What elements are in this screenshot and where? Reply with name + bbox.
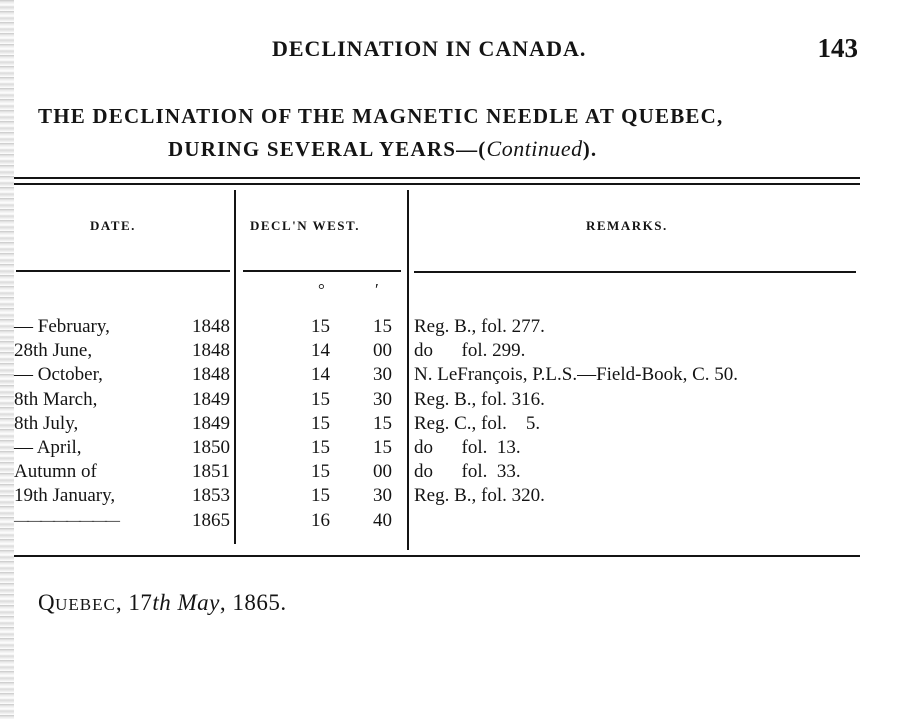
row-5-year: 1849 — [192, 413, 230, 434]
row-5-remarks: Reg. C., fol. 5. — [414, 413, 541, 434]
row-4-year: 1849 — [192, 389, 230, 410]
dateline-sep: , — [115, 590, 129, 615]
column-rule-date — [234, 190, 236, 544]
row-6-min: 15 — [373, 437, 392, 458]
row-5-min: 15 — [373, 413, 392, 434]
row-1-remarks: Reg. B., fol. 277. — [414, 316, 545, 337]
row-1-date: — February, — [14, 316, 110, 337]
dateline-day-suffix: th — [152, 590, 172, 615]
row-4-date: 8th March, — [14, 389, 98, 410]
row-1-year: 1848 — [192, 316, 230, 337]
row-6-remarks: do fol. 13. — [414, 437, 521, 458]
header-declination: DECL'N WEST. — [250, 218, 360, 233]
title-close: ). — [582, 137, 598, 161]
row-7-remarks: do fol. 33. — [414, 461, 521, 482]
scan-edge — [0, 0, 14, 719]
row-3-year: 1848 — [192, 364, 230, 385]
dateline — [38, 590, 287, 616]
row-1-deg: 15 — [311, 316, 330, 337]
degrees-unit: ° — [318, 280, 325, 299]
dateline-month: May — [177, 590, 220, 615]
row-3-min: 30 — [373, 364, 392, 385]
table-title-line-2 — [168, 136, 597, 162]
row-4-remarks: Reg. B., fol. 316. — [414, 389, 545, 410]
row-8-deg: 15 — [311, 485, 330, 506]
row-9-date: ———————— — [14, 513, 118, 529]
row-8-date: 19th January, — [14, 485, 116, 506]
running-head: DECLINATION IN CANADA. — [272, 36, 587, 61]
row-9-year: 1865 — [192, 510, 230, 531]
row-6-date: — April, — [14, 437, 82, 458]
row-6-year: 1850 — [192, 437, 230, 458]
header-underline-remarks — [414, 271, 856, 273]
row-9-min: 40 — [373, 510, 392, 531]
dateline-year: , 1865. — [219, 590, 287, 615]
header-remarks: REMARKS. — [586, 218, 668, 233]
top-rule-1 — [14, 177, 860, 179]
row-8-remarks: Reg. B., fol. 320. — [414, 485, 545, 506]
row-2-remarks: do fol. 299. — [414, 340, 526, 361]
row-3-date: — October, — [14, 364, 103, 385]
row-6-deg: 15 — [311, 437, 330, 458]
row-1-min: 15 — [373, 316, 392, 337]
title-continued: Continued — [486, 136, 583, 161]
dateline-day: 17 — [128, 590, 153, 615]
page-number: 143 — [817, 33, 858, 63]
header-underline-date — [16, 270, 230, 272]
row-7-min: 00 — [373, 461, 392, 482]
row-2-deg: 14 — [311, 340, 330, 361]
header-underline-decl — [243, 270, 401, 272]
row-2-year: 1848 — [192, 340, 230, 361]
row-5-date: 8th July, — [14, 413, 79, 434]
row-4-deg: 15 — [311, 389, 330, 410]
dateline-place-initial: Q — [38, 590, 56, 615]
minutes-unit: ′ — [375, 280, 379, 299]
title-main-text: DURING SEVERAL YEARS—( — [168, 137, 487, 161]
row-8-min: 30 — [373, 485, 392, 506]
column-rule-decl — [407, 190, 409, 550]
row-9-deg: 16 — [311, 510, 330, 531]
row-3-deg: 14 — [311, 364, 330, 385]
row-7-date: Autumn of — [14, 461, 97, 482]
row-7-year: 1851 — [192, 461, 230, 482]
row-2-min: 00 — [373, 340, 392, 361]
row-4-min: 30 — [373, 389, 392, 410]
row-3-remarks: N. LeFrançois, P.L.S.—Field-Book, C. 50. — [414, 364, 739, 385]
row-8-year: 1853 — [192, 485, 230, 506]
row-7-deg: 15 — [311, 461, 330, 482]
row-2-date: 28th June, — [14, 340, 93, 361]
table-title-line-1: THE DECLINATION OF THE MAGNETIC NEEDLE AT QUEBEC, — [38, 104, 724, 128]
row-5-deg: 15 — [311, 413, 330, 434]
header-date: DATE. — [90, 218, 136, 233]
dateline-place-rest: UEBEC — [55, 595, 116, 614]
bottom-rule — [14, 555, 860, 557]
top-rule-2 — [14, 183, 860, 185]
